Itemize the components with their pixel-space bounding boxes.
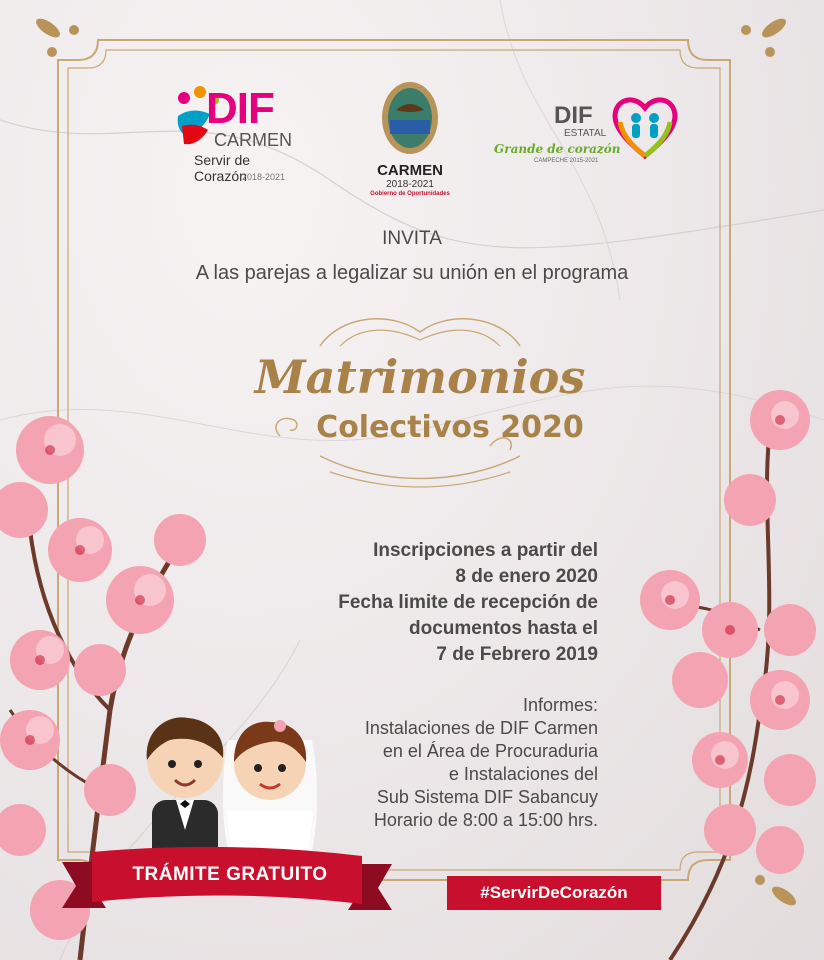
carmen-tagline: Gobierno de Oportunidades bbox=[370, 191, 450, 197]
dif-carmen-years: 2018-2021 bbox=[242, 172, 286, 182]
dif-estatal-place: CAMPECHE 2015-2021 bbox=[534, 158, 599, 164]
dif-carmen-tagline: Servir de Corazón bbox=[194, 152, 251, 184]
carmen-name: CARMEN bbox=[377, 162, 443, 179]
dif-estatal-tagline: Grande de corazón bbox=[494, 142, 621, 156]
carmen-seal-logo bbox=[360, 80, 460, 200]
dates-line: Fecha limite de recepción de bbox=[338, 592, 598, 613]
dates-line: 7 de Febrero 2019 bbox=[436, 644, 598, 665]
info-line: e Instalaciones del bbox=[448, 764, 598, 784]
carmen-years: 2018-2021 bbox=[386, 179, 434, 190]
dif-carmen-logo bbox=[172, 80, 302, 190]
invite-heading: INVITA bbox=[382, 228, 442, 249]
dates-block bbox=[338, 538, 598, 668]
dif-estatal-logo bbox=[494, 88, 684, 178]
info-line: Horario de 8:00 a 15:00 hrs. bbox=[373, 810, 598, 830]
coat-of-arms-icon bbox=[380, 80, 440, 160]
hashtag-banner: #ServirDeCorazón bbox=[447, 876, 661, 910]
dif-estatal-name: DIF bbox=[554, 102, 593, 129]
dif-estatal-sub: ESTATAL bbox=[564, 128, 607, 139]
heart-family-icon bbox=[610, 92, 680, 162]
dif-carmen-name: DIF bbox=[206, 84, 274, 133]
info-line: Informes: bbox=[522, 695, 598, 715]
dates-line: documentos hasta el bbox=[409, 618, 598, 639]
info-line: en el Área de Procuraduria bbox=[382, 741, 598, 761]
dates-line: 8 de enero 2020 bbox=[455, 566, 598, 587]
dates-line: Inscripciones a partir del bbox=[373, 540, 598, 561]
free-procedure-badge: TRÁMITE GRATUITO bbox=[132, 864, 328, 885]
program-subtitle: Colectivos 2020 bbox=[316, 410, 584, 445]
cherry-blossom-right bbox=[610, 390, 824, 960]
dif-carmen-sub: CARMEN bbox=[214, 130, 293, 150]
invite-subtitle: A las parejas a legalizar su unión en el programa bbox=[195, 262, 629, 284]
program-title: Matrimonios bbox=[254, 350, 586, 404]
info-line: Instalaciones de DIF Carmen bbox=[364, 718, 598, 738]
info-line: Sub Sistema DIF Sabancuy bbox=[376, 787, 598, 807]
info-block bbox=[365, 694, 598, 832]
